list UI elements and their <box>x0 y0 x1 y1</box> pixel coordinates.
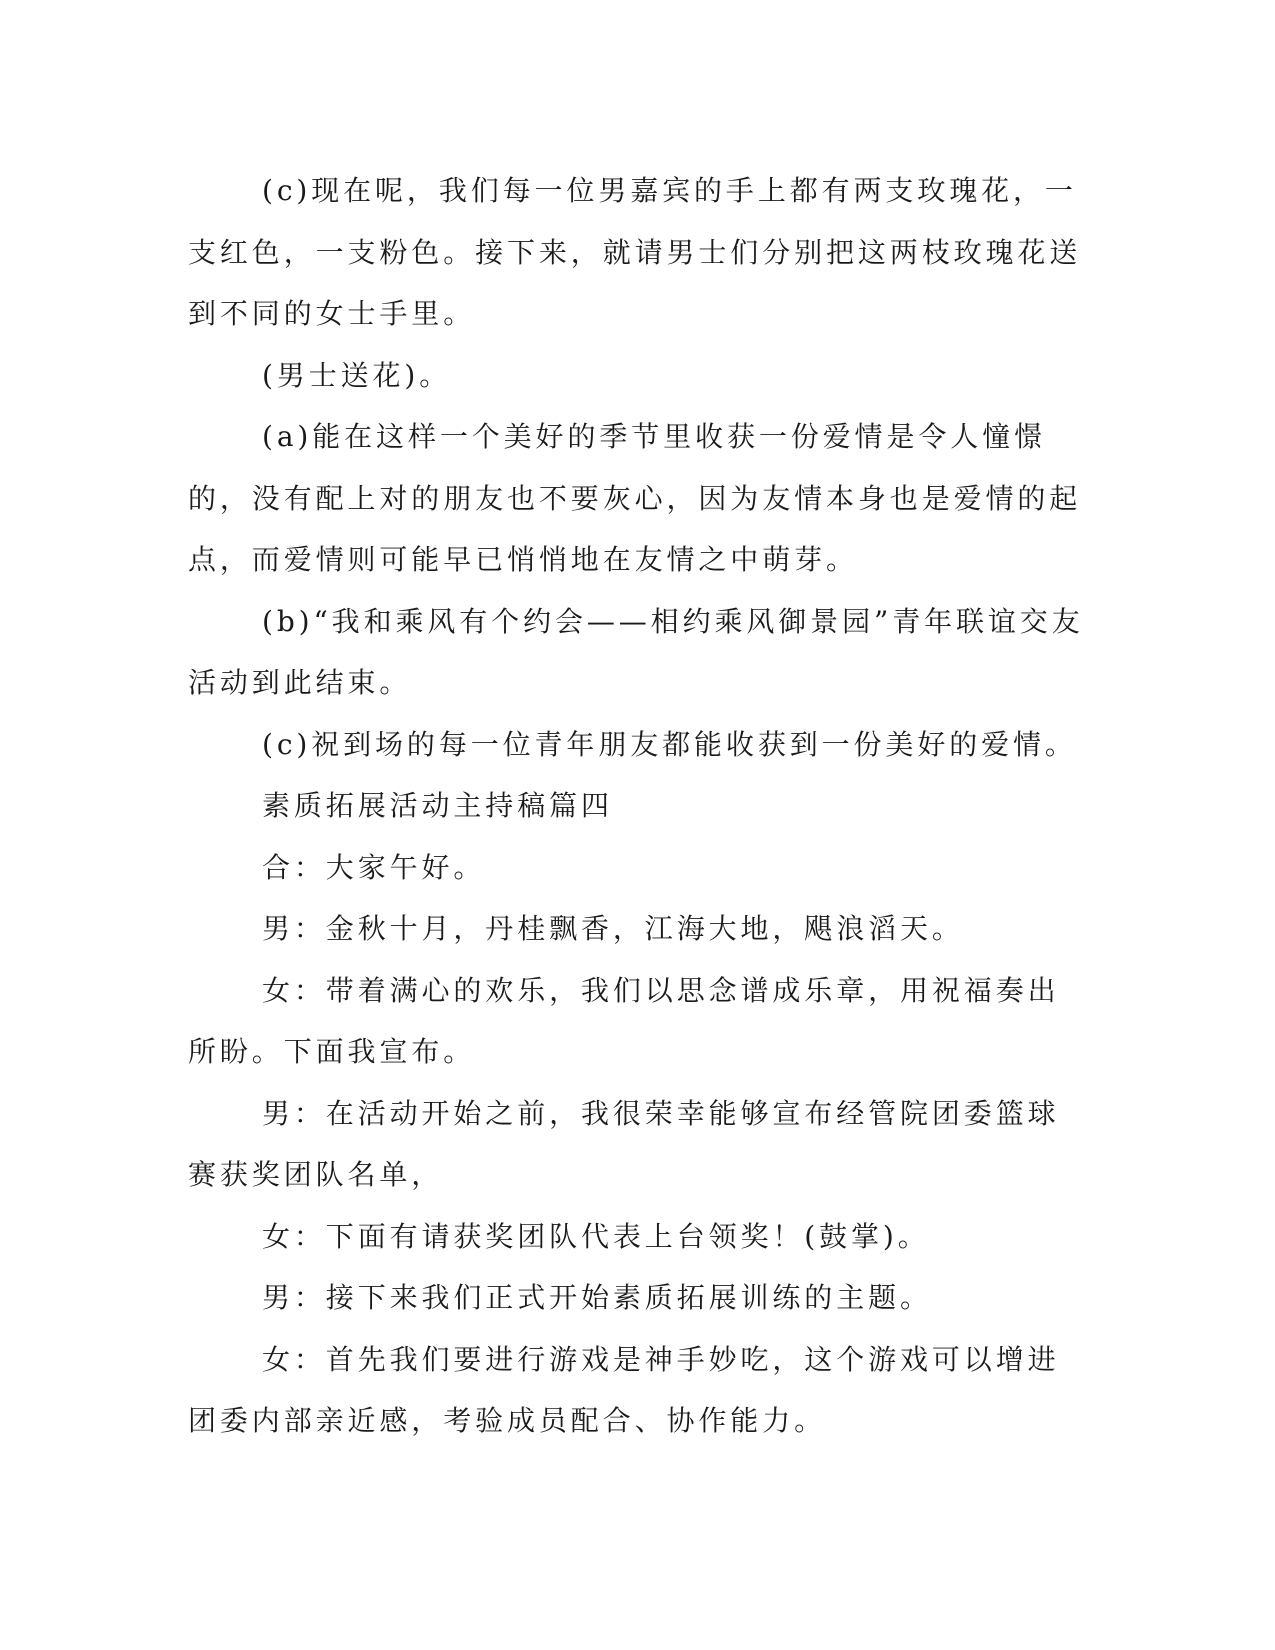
paragraph-greeting: 合：大家午好。 <box>262 850 486 884</box>
paragraph-men-give-flowers: (男士送花)。 <box>262 358 452 392</box>
section-heading: 素质拓展活动主持稿篇四 <box>262 789 613 822</box>
paragraph-award-announcement: 男：在活动开始之前，我很荣幸能够宣布经管院团委篮球赛获奖团队名单， <box>188 1096 1060 1191</box>
paragraph-love-season: (a)能在这样一个美好的季节里收获一份爱情是令人憧憬的，没有配上对的朋友也不要灰心，因为友情本身也是爱情的起点，而爱情则可能早已悄悄地在友情之中萌芽。 <box>188 420 1082 576</box>
paragraph-first-game: 女：首先我们要进行游戏是神手妙吃，这个游戏可以增进团委内部亲近感，考验成员配合、协作能力。 <box>188 1342 1060 1437</box>
paragraph-blessing: (c)祝到场的每一位青年朋友都能收获到一份美好的爱情。 <box>262 727 1077 761</box>
paragraph-male-opening: 男：金秋十月，丹桂飘香，江海大地，飓浪滔天。 <box>262 912 964 945</box>
paragraph-rose-gift: (c)现在呢，我们每一位男嘉宾的手上都有两支玫瑰花，一支红色，一支粉色。接下来，就请男士们分别把这两枝玫瑰花送到不同的女士手里。 <box>188 174 1082 330</box>
paragraph-training-start: 男：接下来我们正式开始素质拓展训练的主题。 <box>262 1281 932 1314</box>
paragraph-event-end: (b)“我和乘风有个约会——相约乘风御景园”青年联谊交友活动到此结束。 <box>188 604 1084 699</box>
paragraph-award-ceremony: 女：下面有请获奖团队代表上台领奖！(鼓掌)。 <box>262 1219 930 1253</box>
document-body <box>188 160 1088 1452</box>
paragraph-female-opening: 女：带着满心的欢乐，我们以思念谱成乐章，用祝福奏出所盼。下面我宣布。 <box>188 973 1060 1068</box>
